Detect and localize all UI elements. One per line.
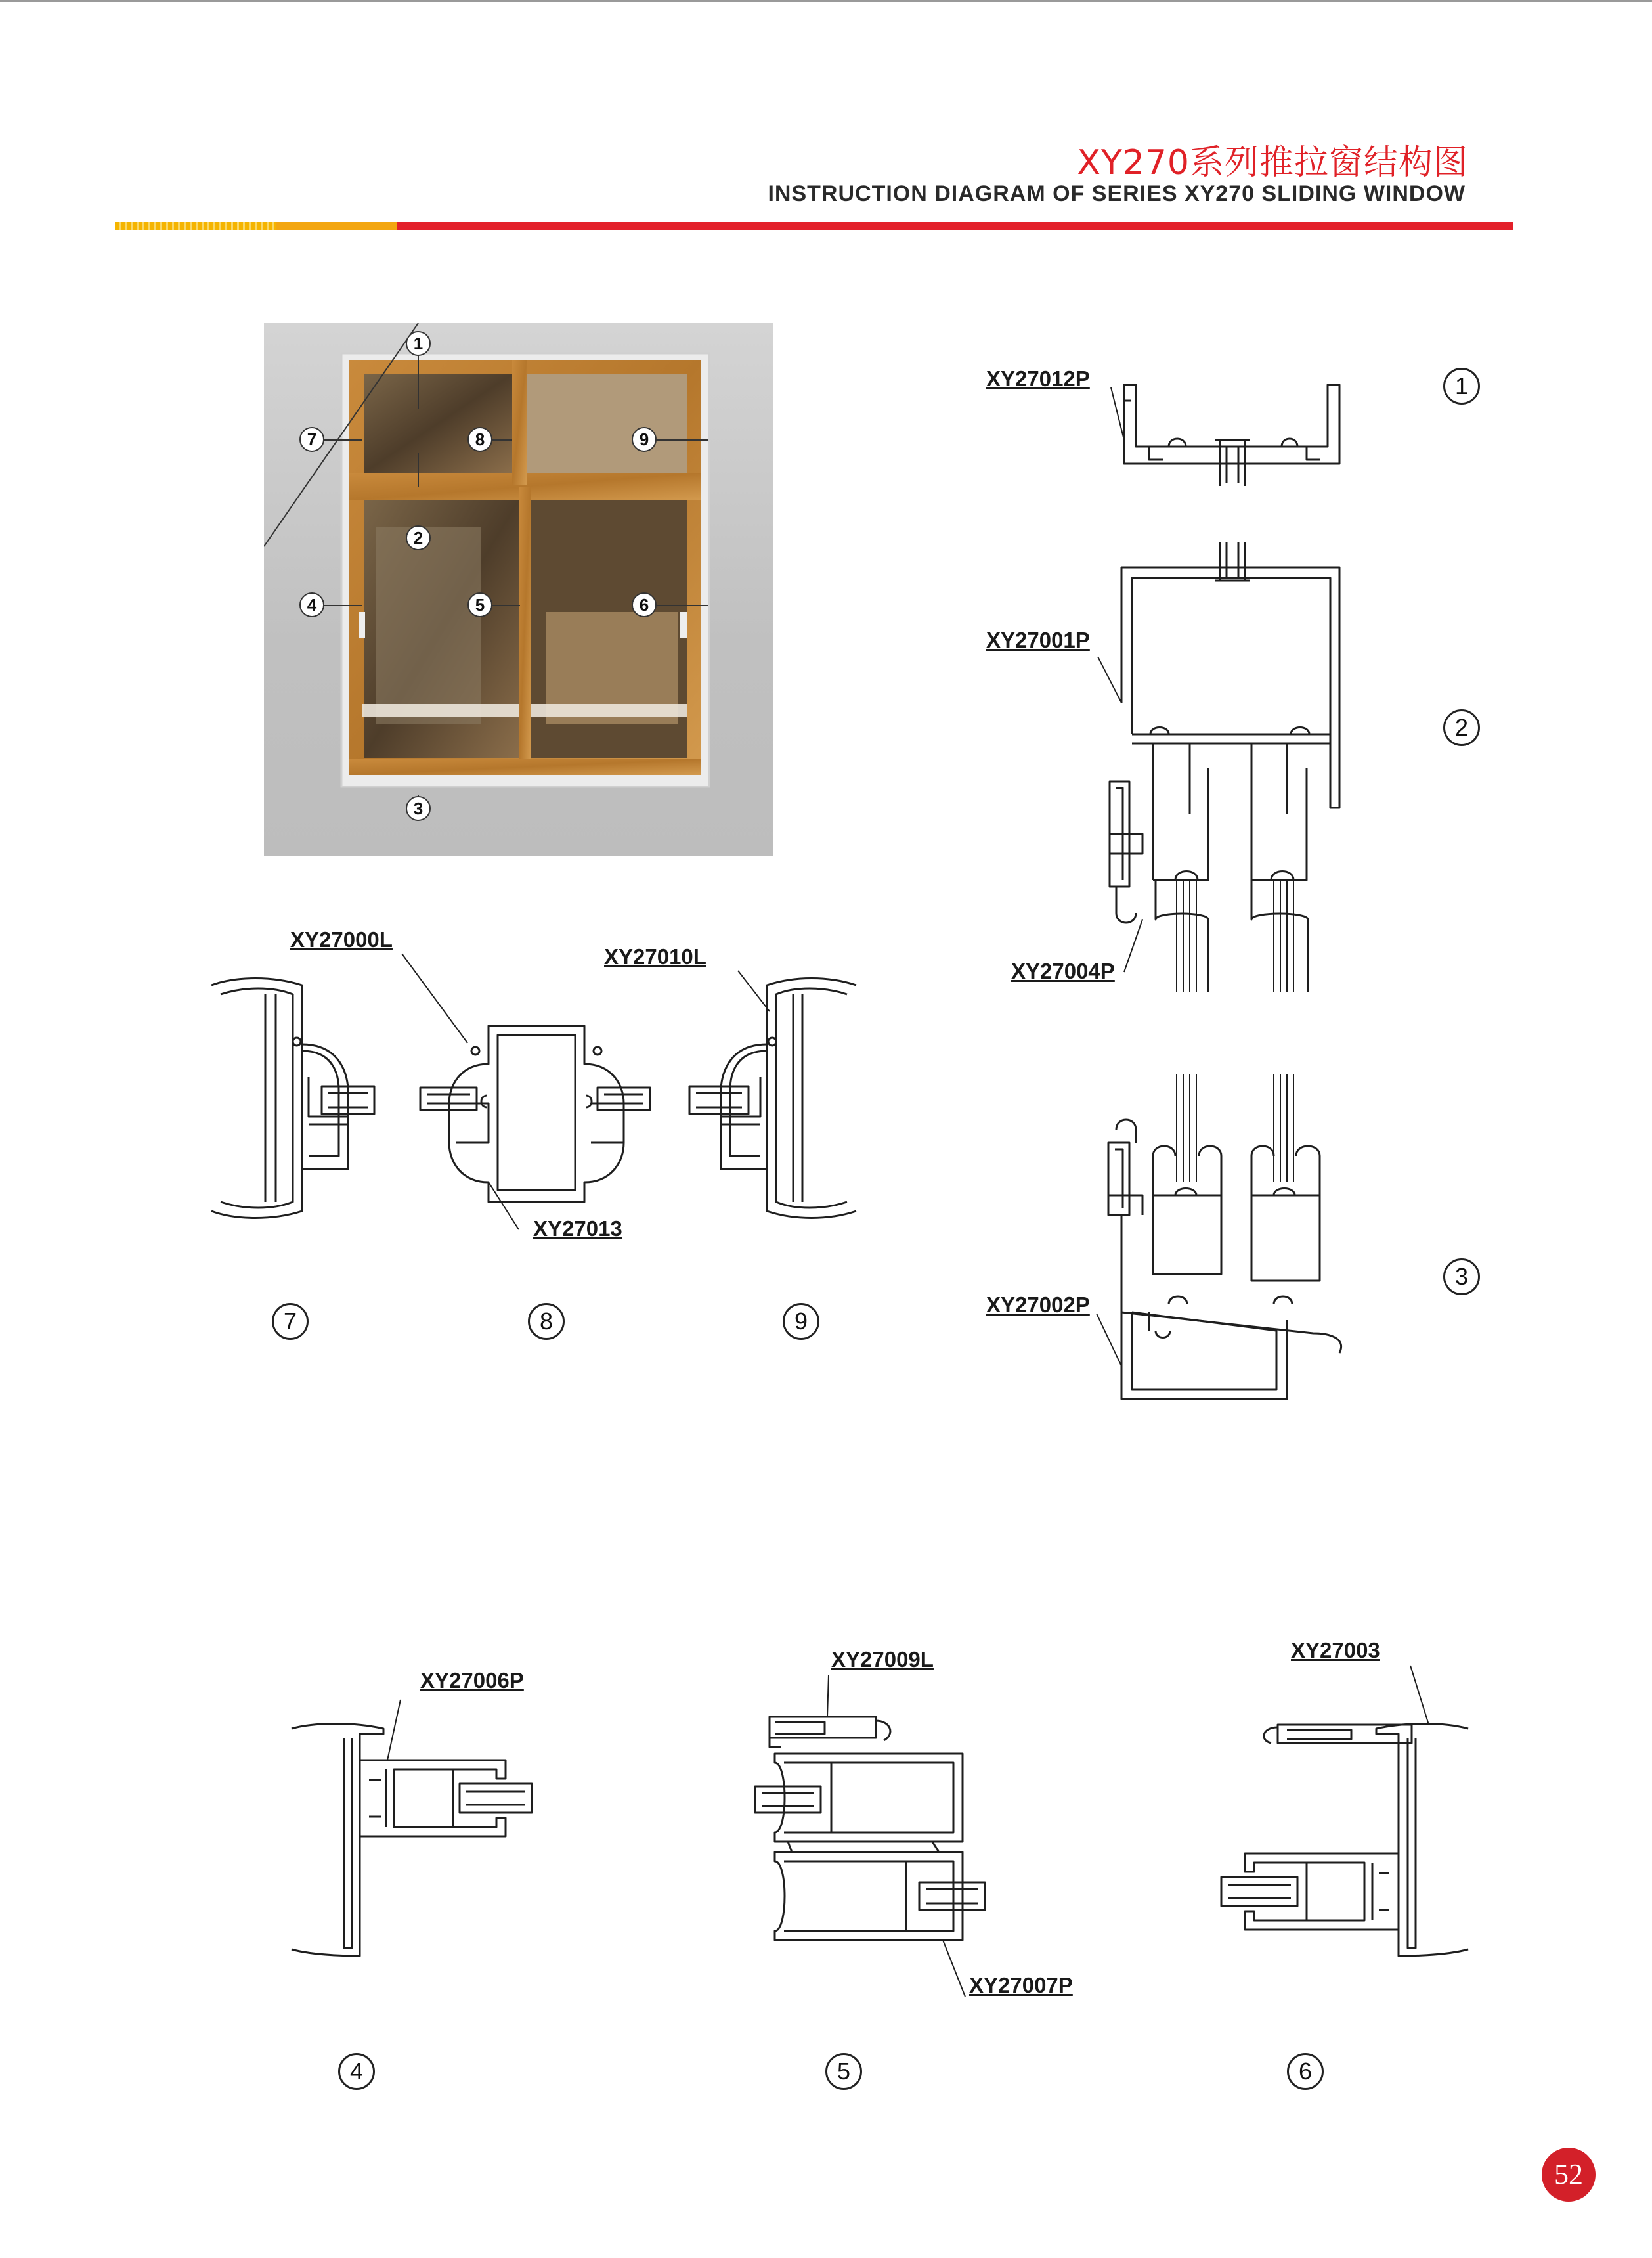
glass-pane-right bbox=[1274, 880, 1293, 992]
marker-8: 8 bbox=[467, 427, 492, 452]
section-number-4: 4 bbox=[338, 2053, 375, 2090]
profile-xy27006p bbox=[292, 1724, 532, 1957]
profile-xy27009l bbox=[770, 1717, 890, 1747]
label-xy27003: XY27003 bbox=[1291, 1638, 1380, 1662]
marker-2: 2 bbox=[406, 525, 431, 550]
label-xy27010l: XY27010L bbox=[604, 944, 706, 969]
section-number-8: 8 bbox=[528, 1303, 565, 1340]
section-number-1: 1 bbox=[1443, 368, 1480, 405]
marker-4: 4 bbox=[299, 592, 324, 617]
label-xy27013: XY27013 bbox=[533, 1216, 622, 1241]
section-number-6: 6 bbox=[1287, 2053, 1324, 2090]
marker-3: 3 bbox=[406, 796, 431, 821]
page-number: 52 bbox=[1542, 2148, 1596, 2202]
label-xy27004p: XY27004P bbox=[1011, 959, 1115, 983]
profile-xy27000l bbox=[211, 979, 374, 1218]
marker-5: 5 bbox=[467, 592, 492, 617]
page-title-chinese: XY270系列推拉窗结构图 bbox=[1077, 143, 1468, 183]
label-xy27001p: XY27001P bbox=[986, 628, 1090, 652]
label-xy27006p: XY27006P bbox=[420, 1668, 524, 1693]
label-xy27009l: XY27009L bbox=[831, 1647, 934, 1671]
section-number-3: 3 bbox=[1443, 1258, 1480, 1295]
profile-xy27002p bbox=[1108, 1074, 1341, 1399]
glass-pane-left bbox=[1177, 880, 1196, 992]
marker-9: 9 bbox=[632, 427, 657, 452]
section-number-9: 9 bbox=[783, 1303, 819, 1340]
profile-xy27013 bbox=[420, 1026, 650, 1202]
marker-1: 1 bbox=[406, 331, 431, 356]
label-xy27000l: XY27000L bbox=[290, 927, 393, 952]
label-xy27012p: XY27012P bbox=[986, 366, 1090, 391]
page-title-english: INSTRUCTION DIAGRAM OF SERIES XY270 SLIDING WINDOW bbox=[768, 181, 1466, 206]
section-number-5: 5 bbox=[825, 2053, 862, 2090]
profile-xy27007p bbox=[755, 1754, 985, 1940]
marker-7: 7 bbox=[299, 427, 324, 452]
marker-6: 6 bbox=[632, 592, 657, 617]
section-number-2: 2 bbox=[1443, 709, 1480, 746]
profile-xy27003 bbox=[1221, 1724, 1468, 1957]
profile-xy27012p bbox=[1124, 385, 1339, 486]
label-xy27002p: XY27002P bbox=[986, 1293, 1090, 1317]
section-number-7: 7 bbox=[272, 1303, 309, 1340]
label-xy27007p: XY27007P bbox=[969, 1973, 1073, 1997]
profile-xy27010l bbox=[689, 979, 856, 1218]
profile-xy27001p bbox=[1110, 542, 1339, 992]
